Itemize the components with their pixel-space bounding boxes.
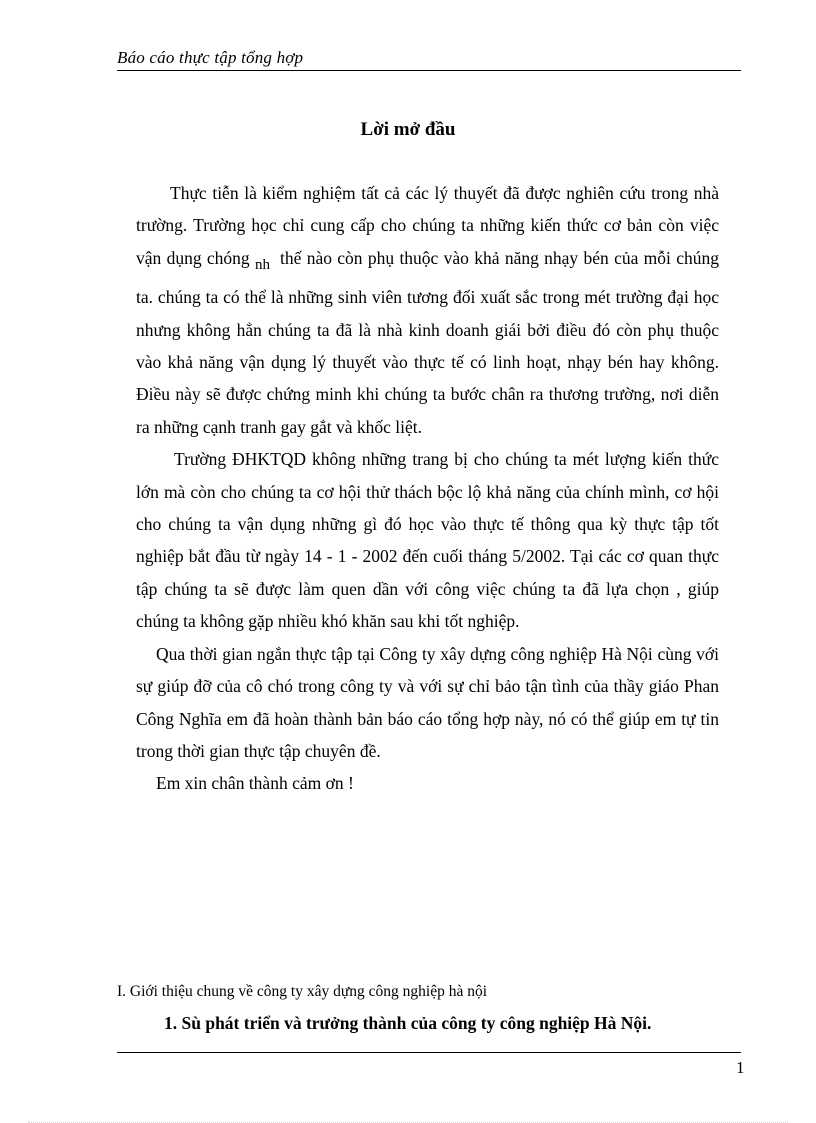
page-number: 1 bbox=[736, 1058, 745, 1077]
subsection-heading: 1. Sù phát triển và trưởng thành của công ty công nghiệp Hà Nội. bbox=[164, 1013, 652, 1033]
page-title: Lời mở đầu bbox=[360, 119, 456, 140]
header-divider bbox=[117, 70, 741, 71]
body-text bbox=[136, 177, 719, 800]
paragraph-1-text-b: thế nào còn phụ thuộc vào khả năng nhạy bén của mỗi chúng ta. chúng ta có thể là những sinh viên tương đối xuất sắc trong mét trường đại học nhưng không hẳn chúng ta đã là nhà kinh doanh giái bởi điều đó còn phụ thuộc vào khả năng vận dụng lý thuyết vào thực tế có linh hoạt, nhạy bén hay không. Điều này sẽ được chứng minh khi chúng ta bước chân ra thương trường, nơi diễn ra những cạnh tranh gay gắt và khốc liệt. bbox=[136, 247, 719, 437]
paragraph-4: Em xin chân thành cảm ơn ! bbox=[156, 773, 354, 794]
paragraph-1 bbox=[136, 177, 719, 443]
section-heading: I. Giới thiệu chung về công ty xây dựng công nghiệp hà nội bbox=[117, 983, 488, 1000]
paragraph-1-subscript-fragment: nh bbox=[255, 256, 270, 273]
paragraph-1-text-a: Thực tiễn là kiểm nghiệm tất cả các lý thuyết đã được nghiên cứu trong nhà trường. Trường học chỉ cung cấp cho chúng ta những kiến thức cơ bản còn việc vận dụng chóng bbox=[136, 183, 719, 268]
running-header: Báo cáo thực tập tổng hợp bbox=[117, 48, 304, 67]
paragraph-3: Qua thời gian ngắn thực tập tại Công ty xây dựng công nghiệp Hà Nội cùng với sự giúp đỡ của cô chó trong công ty và với sự chỉ bảo tận tình của thầy giáo Phan Công Nghĩa em đã hoàn thành bản báo cáo tổng hợp này, nó có thể giúp em tự tin trong thời gian thực tập chuyên đề. bbox=[136, 643, 719, 761]
footer-divider bbox=[117, 1052, 741, 1053]
paragraph-2: Trường ĐHKTQD không những trang bị cho chúng ta mét lượng kiến thức lớn mà còn cho chúng ta cơ hội thử thách bộc lộ khả năng của chính mình, cơ hội cho chúng ta vận dụng những gì đó học vào thực tế thông qua kỳ thực tập tốt nghiệp bắt đầu từ ngày 14 - 1 - 2002 đến cuối tháng 5/2002. Tại các cơ quan thực tập chúng ta sẽ được làm quen dần với công việc chúng ta đã lựa chọn , giúp chúng ta không gặp nhiều khó khăn sau khi tốt nghiệp. bbox=[136, 449, 719, 632]
